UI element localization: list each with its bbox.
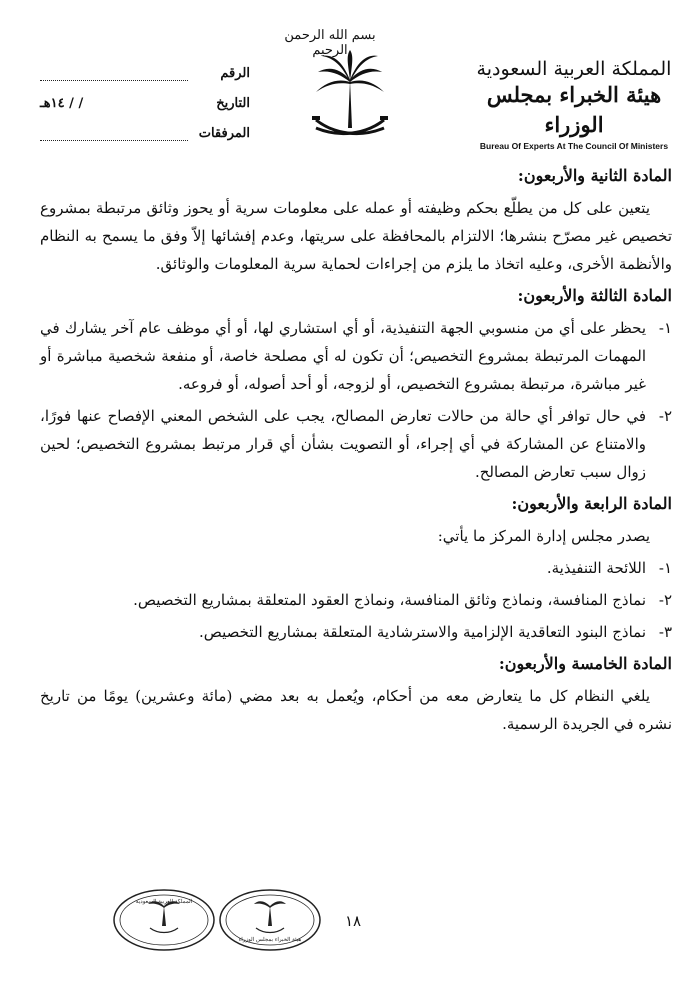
seal-caption: هيئة الخبراء بمجلس الوزراء <box>238 937 302 943</box>
date-row <box>40 96 250 126</box>
reference-label: الرقم <box>220 66 250 81</box>
attachments-line <box>40 140 188 141</box>
reference-fields <box>40 66 250 156</box>
article-heading: المادة الثانية والأربعون: <box>517 166 672 185</box>
seal-caption: المملكة العربية السعودية <box>135 899 193 905</box>
article-heading: المادة الثالثة والأربعون: <box>517 286 672 305</box>
article-intro: يصدر مجلس إدارة المركز ما يأتي: <box>437 527 650 545</box>
list-item <box>40 554 672 582</box>
palm-swords-emblem-icon <box>310 50 390 145</box>
article-45 <box>40 650 672 738</box>
list-item-text: نماذج البنود التعاقدية الإلزامية والاسترشادية المتعلقة بمشاريع التخصيص. <box>198 623 646 641</box>
attachments-row <box>40 126 250 156</box>
list-item <box>40 618 672 646</box>
official-seal-icon <box>112 888 216 952</box>
list-item <box>40 402 672 486</box>
reference-number-row <box>40 66 250 96</box>
list-item-number: ٢- <box>658 591 672 609</box>
basmala: بسم الله الرحمن الرحيم <box>284 28 376 58</box>
article-43 <box>40 282 672 486</box>
article-42 <box>40 162 672 278</box>
date-value: / / ١٤هـ <box>40 96 84 111</box>
list-item-text: يحظر على أي من منسوبي الجهة التنفيذية، أو أي استشاري لها، أو أي موظف عام آخر يشارك في المهمات المرتبطة بمشروع التخصيص؛ أن تكون له أي مصلحة خاصة، أو منفعة شخصية مباشرة أو غير مباشرة، مرتبطة بمشروع التخصيص، أو لزوجه، أو أحد أصوله، أو فروعه. <box>40 319 646 393</box>
article-paragraph: يلغي النظام كل ما يتعارض معه من أحكام، ويُعمل به بعد مضي (مائة وعشرين) يومًا من تاريخ نشره في الجريدة الرسمية. <box>40 687 672 733</box>
organization-block <box>468 58 680 151</box>
attachments-label: المرفقات <box>198 126 250 141</box>
bureau-name: هيئة الخبراء بمجلس الوزراء <box>486 82 662 137</box>
date-label: التاريخ <box>216 96 250 111</box>
list-item-text: في حال توافر أي حالة من حالات تعارض المصالح، يجب على الشخص المعني الإفصاح عنها فورًا، والامتناع عن المشاركة في أي إجراء، أو التصويت بشأن أي قرار مرتبط بمشروع التخصيص؛ لحين زوال سبب تعارض المصالح. <box>40 407 646 481</box>
list-item-number: ٣- <box>658 623 672 641</box>
list-item-number: ٢- <box>658 407 672 425</box>
list-item-text: نماذج المنافسة، ونماذج وثائق المنافسة، ونماذج العقود المتعلقة بمشاريع التخصيص. <box>133 591 646 609</box>
page-number: ١٨ <box>345 912 362 930</box>
article-44 <box>40 490 672 646</box>
list-item-number: ١- <box>658 559 672 577</box>
reference-line <box>40 80 188 81</box>
article-paragraph: يتعين على كل من يطلّع بحكم وظيفته أو عمله على معلومات سرية أو يحوز وثائق مرتبطة بمشروع تخصيص غير مصرّح بنشرها؛ الالتزام بالمحافظة على سريتها، وعدم إفشائها إلاّ وفق ما يسمح به النظام والأنظمة الأخرى، وعليه اتخاذ ما يلزم من إجراءات لحماية سرية المعلومات والوثائق. <box>40 199 672 273</box>
list-item-text: اللائحة التنفيذية. <box>546 559 646 577</box>
bureau-english-name: Bureau Of Experts At The Council Of Ministers <box>479 141 669 151</box>
list-item <box>40 314 672 398</box>
article-heading: المادة الخامسة والأربعون: <box>498 654 672 673</box>
document-body <box>40 160 672 742</box>
kingdom-name: المملكة العربية السعودية <box>476 58 672 80</box>
article-heading: المادة الرابعة والأربعون: <box>511 494 672 513</box>
list-item <box>40 586 672 614</box>
list-item-number: ١- <box>658 319 672 337</box>
